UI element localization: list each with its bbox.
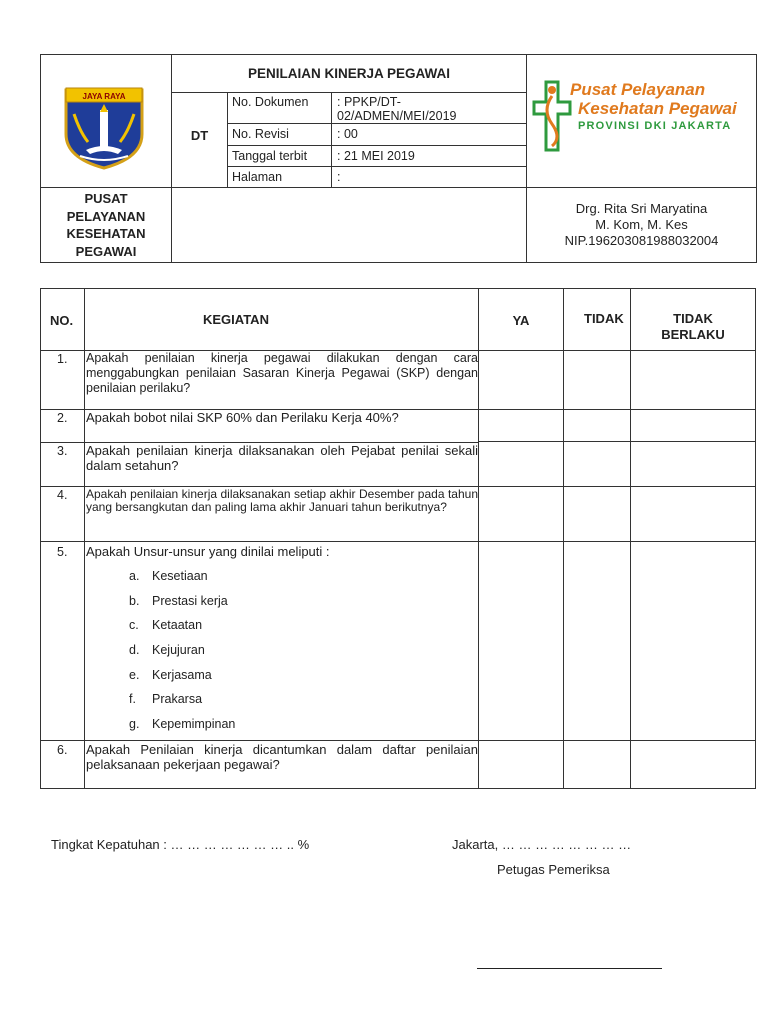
field-value-no-dokumen: : PPKP/DT- 02/ADMEN/MEI/2019 [337, 95, 457, 123]
signature-line [477, 968, 662, 969]
unsur-label: Ketaatan [152, 618, 203, 632]
row-question: Apakah Unsur-unsur yang dinilai meliputi : [86, 544, 330, 559]
header-kegiatan: KEGIATAN [203, 312, 269, 327]
ppkp-logo-line2: Kesehatan Pegawai [578, 99, 737, 118]
signer-name: Drg. Rita Sri Maryatina [575, 201, 708, 216]
row-number: 1. [57, 352, 68, 366]
organization-name: PUSAT PELAYANAN KESEHATAN PEGAWAI [66, 191, 146, 259]
unsur-letter: f. [129, 692, 136, 706]
field-value-no-revisi: : 00 [337, 127, 358, 141]
field-label-tanggal-terbit: Tanggal terbit [232, 149, 308, 163]
unsur-letter: a. [129, 569, 140, 583]
unsur-label: Kepemimpinan [152, 717, 236, 731]
unsur-letter: b. [129, 594, 140, 608]
signer-nip: NIP.196203081988032004 [564, 233, 719, 248]
unsur-letter: c. [129, 618, 139, 632]
field-value-halaman: : [337, 170, 341, 184]
row-question: Apakah penilaian kinerja pegawai dilakukan dengan cara menggabungkan penilaian Sasaran Kinerja Pegawai (SKP) dengan penilaian perilaku? [86, 351, 478, 395]
officer-label: Petugas Pemeriksa [497, 862, 610, 877]
field-label-halaman: Halaman [232, 170, 283, 184]
field-label-no-revisi: No. Revisi [232, 127, 289, 141]
row-question: Apakah Penilaian kinerja dicantumkan dalam daftar penilaian pelaksanaan pekerjaan pegawai? [86, 742, 478, 772]
row-number: 6. [57, 743, 68, 757]
field-label-no-dokumen: No. Dokumen [232, 95, 309, 109]
document-title: PENILAIAN KINERJA PEGAWAI [247, 66, 451, 81]
unsur-label: Kerjasama [152, 668, 212, 682]
ppkp-logo-line3: PROVINSI DKI JAKARTA [578, 120, 732, 132]
unsur-letter: d. [129, 643, 140, 657]
header-no: NO. [50, 313, 74, 328]
row-number: 5. [57, 545, 68, 559]
unsur-label: Kejujuran [152, 643, 205, 657]
row-number: 3. [57, 444, 68, 458]
row-question: Apakah penilaian kinerja dilaksanakan setiap akhir Desember pada tahun yang bersangkutan dan paling lama akhir Januari tahun berikutnya? [86, 487, 478, 514]
header-tidak-berlaku: TIDAK BERLAKU [661, 311, 725, 342]
header-tidak: TIDAK [584, 311, 624, 326]
signer-title: M. Kom, M. Kes [595, 217, 688, 232]
ppkp-logo [532, 80, 752, 154]
jakarta-emblem-motto: JAYA RAYA [82, 92, 126, 101]
compliance-level: Tingkat Kepatuhan : … … … … … … … .. % [51, 837, 310, 852]
unsur-label: Prakarsa [152, 692, 203, 706]
ppkp-logo-line1: Pusat Pelayanan [570, 80, 706, 99]
document-type-label: DT [190, 128, 209, 143]
field-value-tanggal-terbit: : 21 MEI 2019 [337, 149, 415, 163]
row-number: 4. [57, 488, 68, 502]
header-ya: YA [512, 313, 530, 328]
row-number: 2. [57, 411, 68, 425]
row-question: Apakah penilaian kinerja dilaksanakan oleh Pejabat penilai sekali dalam setahun? [86, 443, 478, 473]
place-date: Jakarta, … … … … … … … … [452, 837, 632, 852]
jakarta-emblem-logo [62, 84, 146, 170]
row-question: Apakah bobot nilai SKP 60% dan Perilaku Kerja 40%? [86, 410, 399, 425]
unsur-letter: g. [129, 717, 140, 731]
unsur-label: Prestasi kerja [152, 594, 228, 608]
unsur-letter: e. [129, 668, 140, 682]
unsur-label: Kesetiaan [152, 569, 208, 583]
